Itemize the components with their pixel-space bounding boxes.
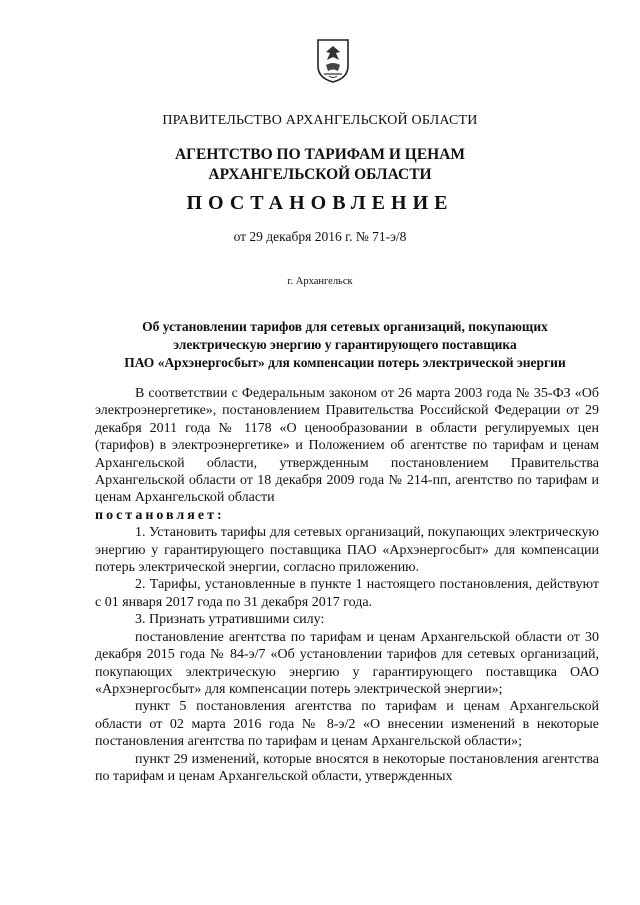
document-type-title: ПОСТАНОВЛЕНИЕ [186,192,454,214]
government-heading: ПРАВИТЕЛЬСТВО АРХАНГЕЛЬСКОЙ ОБЛАСТИ [162,113,478,128]
document-subject [100,318,590,372]
agency-line: АРХАНГЕЛЬСКОЙ ОБЛАСТИ [208,166,432,183]
subject-line: ПАО «Архэнергосбыт» для компенсации потерь электрической энергии [124,355,566,370]
agency-line: АГЕНТСТВО ПО ТАРИФАМ И ЦЕНАМ [174,146,466,163]
paragraph-1: 1. Установить тарифы для сетевых организаций, покупающих электрическую энергию у гарантирующего поставщика ПАО «Архэнергосбыт» для компенсации потерь электрической энергии, согласно приложению. [95,525,599,576]
agency-heading [0,145,640,185]
document-city: г. Архангельск [287,276,353,287]
paragraph-3a: постановление агентства по тарифам и ценам Архангельской области от 30 декабря 2015 года № 84-э/7 «Об установлении тарифов для сетевых организаций, покупающих электрическую энергию у гарантирующего поставщика ОАО «Архэнергосбыт» для компенсации потерь электрической энергии»; [95,629,599,697]
coat-of-arms-icon [316,38,350,84]
subject-line: электрическую энергию у гарантирующего поставщика [173,337,517,352]
paragraph-3: 3. Признать утратившими силу: [135,612,325,628]
paragraph-2: 2. Тарифы, установленные в пункте 1 настоящего постановления, действуют с 01 января 2017 года по 31 декабря 2017 года. [95,577,599,610]
preamble-paragraph: В соответствии с Федеральным законом от 26 марта 2003 года № 35-ФЗ «Об электроэнергетике», постановлением Правительства Российской Федерации от 29 декабря 2011 года № 1178 «О ценообразовании в области регулируемых цен (тарифов) в электроэнергетике» и Положением об агентстве по тарифам и ценам Архангельской области, утвержденным постановлением Правительства Архангельской области от 18 декабря 2009 года № 214-пп, агентство по тарифам и ценам Архангельской области [95,386,599,506]
decides-word: постановляет: [95,507,225,523]
paragraph-3b: пункт 5 постановления агентства по тарифам и ценам Архангельской области от 02 марта 2016 года № 8-э/2 «О внесении изменений в некоторые постановления агентства по тарифам и ценам Архангельской области»; [95,699,599,750]
document-body [95,385,599,785]
paragraph-3c: пункт 29 изменений, которые вносятся в некоторые постановления агентства по тарифам и ценам Архангельской области, утвержденных [95,751,599,784]
document-date-number: от 29 декабря 2016 г. № 71-э/8 [233,229,407,244]
subject-line: Об установлении тарифов для сетевых организаций, покупающих [142,319,548,334]
